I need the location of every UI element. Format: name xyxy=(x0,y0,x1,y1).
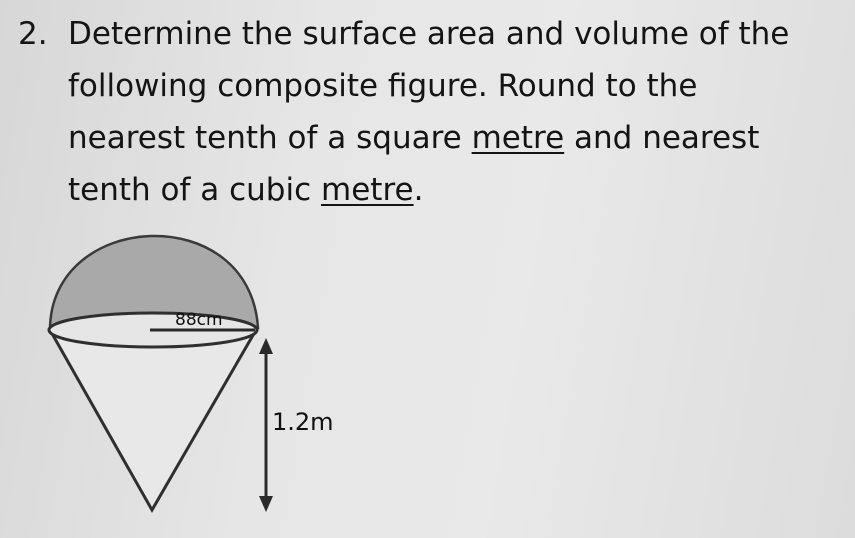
question-line-1: Determine the surface area and volume of the xyxy=(68,16,790,52)
height-arrow-bottom xyxy=(259,496,273,512)
height-arrow-top xyxy=(259,338,273,354)
height-label: 1.2m xyxy=(272,408,334,436)
question-line-4-end: . xyxy=(413,172,424,208)
question-line-4: tenth of a cubic xyxy=(68,172,312,208)
unit-word-cubic: metre xyxy=(321,172,414,208)
question-line-3b: and nearest xyxy=(574,120,760,156)
cone xyxy=(50,330,256,510)
unit-word-square: metre xyxy=(471,120,565,156)
diameter-label: 88cm xyxy=(175,310,223,330)
question-line-3a: nearest tenth of a square xyxy=(68,120,462,156)
question-number: 2. xyxy=(18,16,48,52)
question-line-2: following composite figure. Round to the xyxy=(68,68,698,104)
